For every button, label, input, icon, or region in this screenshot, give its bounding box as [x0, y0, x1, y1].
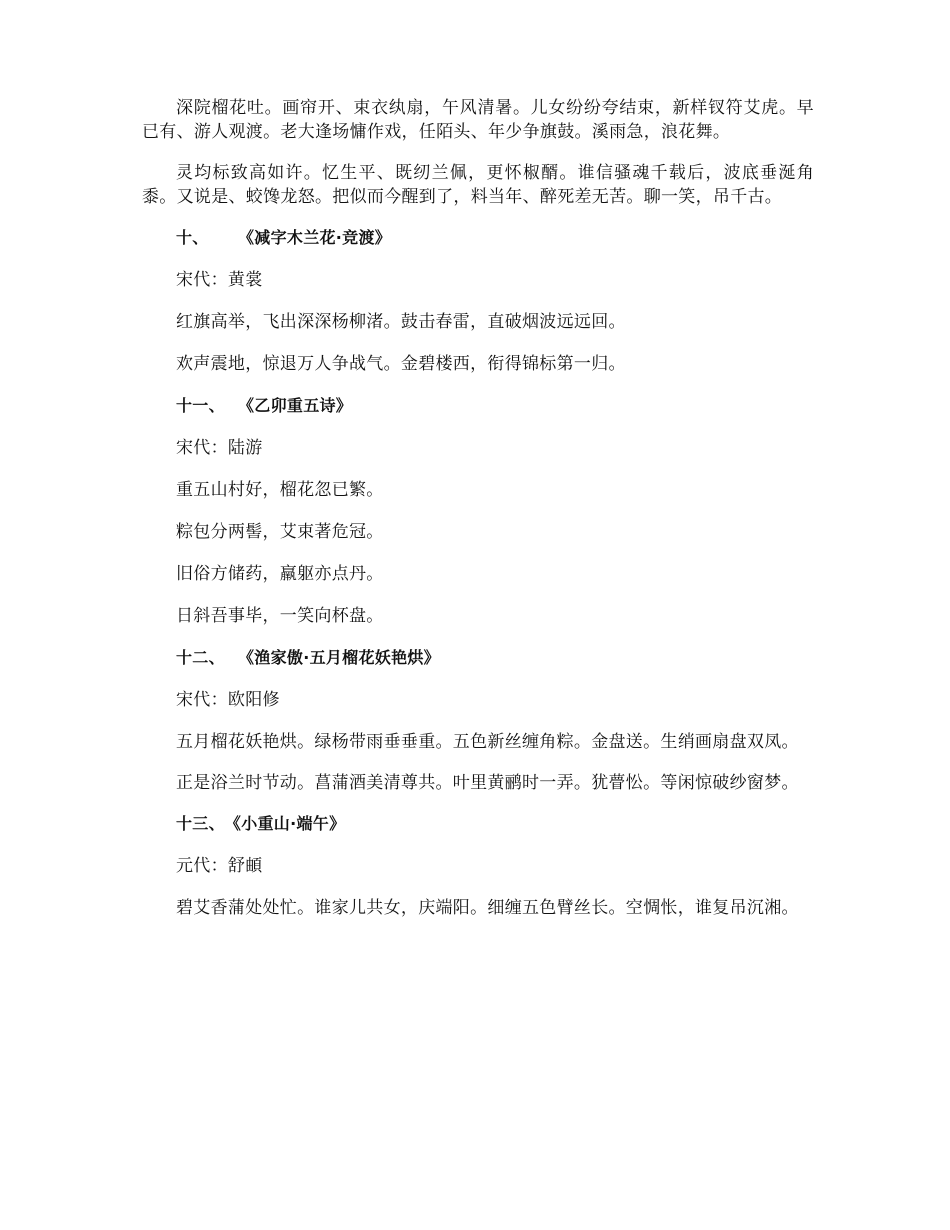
poem-line: 重五山村好，榴花忽已繁。	[176, 480, 384, 500]
poem-line: 粽包分两髻，艾束著危冠。	[176, 522, 384, 542]
section-heading	[142, 646, 814, 670]
author-line: 宋代：陆游	[176, 438, 263, 458]
section-number: 十一、	[176, 396, 225, 415]
section-title: 《渔家傲·五月榴花妖艳烘》	[238, 648, 440, 667]
section-number: 十三、	[176, 814, 225, 833]
poem-paragraph: 灵均标致高如许。忆生平、既纫兰佩，更怀椒醑。谁信骚魂千载后，波底垂涎角黍。又说是、蛟馋龙怒。把似而今醒到了，料当年、醉死差无苦。聊一笑，吊千古。	[142, 163, 814, 207]
section-title: 《减字木兰花·竞渡》	[238, 228, 392, 247]
document-page	[142, 96, 814, 937]
poem-paragraph: 碧艾香蒲处处忙。谁家儿共女，庆端阳。细缠五色臂丝长。空惆怅，谁复吊沉湘。	[176, 898, 799, 918]
author-line: 宋代：黄裳	[176, 270, 263, 290]
section-title: 《小重山·端午》	[224, 814, 346, 833]
poem-paragraph: 五月榴花妖艳烘。绿杨带雨垂垂重。五色新丝缠角粽。金盘送。生绡画扇盘双凤。	[176, 732, 799, 752]
poem-line: 欢声震地，惊退万人争战气。金碧楼西，衔得锦标第一归。	[176, 354, 626, 374]
section-title: 《乙卯重五诗》	[238, 396, 353, 415]
poem-paragraph: 正是浴兰时节动。菖蒲酒美清尊共。叶里黄鹂时一弄。犹瞢忪。等闲惊破纱窗梦。	[176, 773, 799, 793]
section-number: 十二、	[176, 648, 225, 667]
section-number: 十、	[176, 228, 209, 247]
poem-line: 红旗高举，飞出深深杨柳渚。鼓击春雷，直破烟波远远回。	[176, 312, 626, 332]
poem-line: 日斜吾事毕，一笑向杯盘。	[176, 606, 384, 626]
poem-line: 旧俗方储药，羸躯亦点丹。	[176, 564, 384, 584]
author-line: 宋代：欧阳修	[176, 690, 280, 710]
section-heading	[142, 226, 814, 250]
section-heading	[142, 812, 814, 836]
poem-paragraph: 深院榴花吐。画帘开、束衣纨扇，午风清暑。儿女纷纷夸结束，新样钗符艾虎。早已有、游人观渡。老大逢场慵作戏，任陌头、年少争旗鼓。溪雨急，浪花舞。	[142, 98, 814, 142]
author-line: 元代：舒頔	[176, 856, 263, 876]
section-heading	[142, 394, 814, 418]
